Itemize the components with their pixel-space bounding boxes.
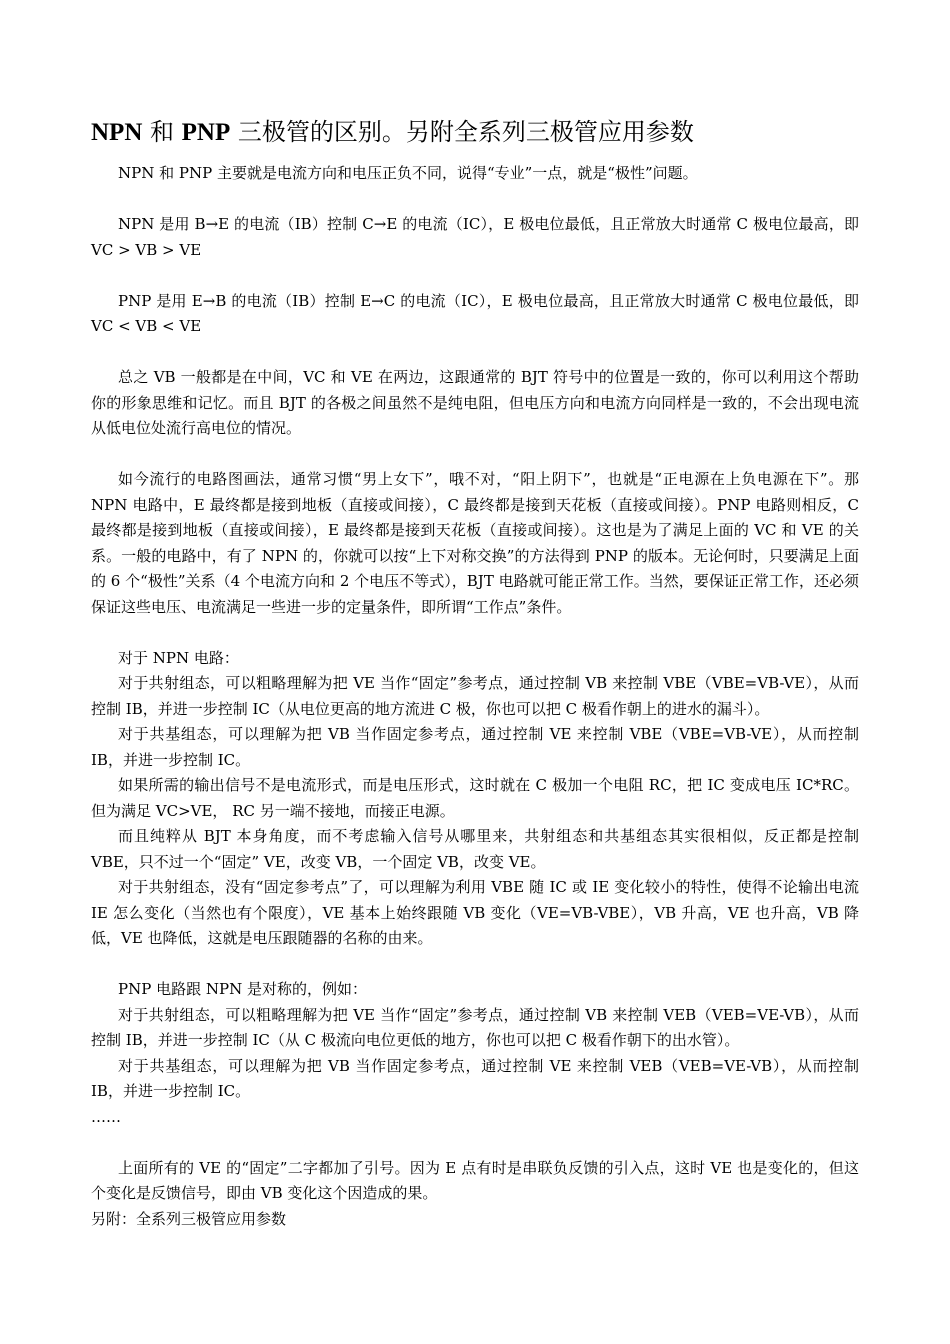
paragraph-appendix: 另附：全系列三极管应用参数 bbox=[91, 1209, 287, 1228]
title-npn: NPN bbox=[91, 119, 143, 146]
paragraph-pnp-heading: PNP 电路跟 NPN 是对称的，例如： bbox=[118, 980, 367, 998]
page-title bbox=[91, 112, 859, 153]
paragraph-intro: NPN 和 PNP 主要就是电流方向和电压正负不同，说得“专业”一点，就是“极性”问题。 bbox=[118, 164, 698, 182]
paragraph-pnp-common-emitter: 对于共射组态，可以粗略理解为把 VE 当作“固定”参考点，通过控制 VB 来控制 VEB（VEB=VE-VB），从而控制 IB，并进一步控制 IC（从 C 极流向电位更低的地方，你也可以把 C 极看作朝下的出水管）。 bbox=[91, 1005, 859, 1049]
paragraph-npn-common-base: 对于共基组态，可以理解为把 VB 当作固定参考点，通过控制 VE 来控制 VBE（VBE=VB-VE），从而控制 IB，并进一步控制 IC。 bbox=[91, 725, 859, 769]
title-rest: 三极管的区别。另附全系列三极管应用参数 bbox=[230, 118, 694, 146]
title-and: 和 bbox=[142, 118, 182, 146]
title-pnp: PNP bbox=[181, 119, 231, 146]
spacer bbox=[91, 952, 859, 978]
paragraph-npn-definition: NPN 是用 B→E 的电流（IB）控制 C→E 的电流（IC），E 极电位最低，且正常放大时通常 C 极电位最高，即 VC > VB > VE bbox=[91, 215, 859, 259]
paragraph-ellipsis: …… bbox=[91, 1107, 121, 1126]
paragraph-npn-heading: 对于 NPN 电路： bbox=[118, 648, 239, 667]
paragraph-npn-follower: 对于共射组态，没有“固定参考点”了，可以理解为利用 VBE 随 IC 或 IE 变化较小的特性，使得不论输出电流 IE 怎么变化（当然也有个限度），VE 基本上始终跟随 VB 变化（VE=VB-VBE），VB 升高，VE 也升高，VB 降低，VE 也降低，这就是电压跟随器的名称的由来。 bbox=[91, 878, 859, 947]
spacer bbox=[91, 442, 859, 468]
paragraph-npn-common-emitter: 对于共射组态，可以粗略理解为把 VE 当作“固定”参考点，通过控制 VB 来控制 VBE（VBE=VB-VE），从而控制 IB，并进一步控制 IC（从电位更高的地方流进 C 极，你也可以把 C 极看作朝上的进水的漏斗）。 bbox=[91, 674, 859, 718]
spacer bbox=[91, 340, 859, 366]
paragraph-fixed-note: 上面所有的 VE 的“固定”二字都加了引号。因为 E 点有时是串联负反馈的引入点，这时 VE 也是变化的，但这个变化是反馈信号，即由 VB 变化这个因造成的果。 bbox=[91, 1158, 859, 1202]
spacer bbox=[91, 263, 859, 289]
paragraph-summary: 总之 VB 一般都是在中间，VC 和 VE 在两边，这跟通常的 BJT 符号中的位置是一致的，你可以利用这个帮助你的形象思维和记忆。而且 BJT 的各极之间虽然不是纯电阻，但电压方向和电流方向同样是一致的，不会出现电流从低电位处流行高电位的情况。 bbox=[91, 368, 859, 437]
spacer bbox=[91, 1130, 859, 1156]
document-page bbox=[91, 112, 859, 1232]
paragraph-pnp-definition: PNP 是用 E→B 的电流（IB）控制 E→C 的电流（IC），E 极电位最高，且正常放大时通常 C 极电位最低，即 VC < VB < VE bbox=[91, 291, 859, 335]
paragraph-circuit-drawing: 如今流行的电路图画法，通常习惯“男上女下”，哦不对，“阳上阴下”，也就是“正电源在上负电源在下”。那 NPN 电路中，E 最终都是接到地板（直接或间接），C 最终都是接到天花板（直接或间接）。PNP 电路则相反，C 最终都是接到地板（直接或间接），E 最终都是接到天花板（直接或间接）。这也是为了满足上面的 VC 和 VE 的关系。一般的电路中，有了 NPN 的，你就可以按“上下对称交换”的方法得到 PNP 的版本。无论何时，只要满足上面的 6 个“极性”关系（4 个电流方向和 2 个电压不等式），BJT 电路就可能正常工作。当然，要保证正常工作，还必须保证这些电压、电流满足一些进一步的定量条件，即所谓“工作点”条件。 bbox=[91, 470, 859, 616]
spacer bbox=[91, 187, 859, 213]
spacer bbox=[91, 620, 859, 646]
paragraph-npn-similarity: 而且纯粹从 BJT 本身角度，而不考虑输入信号从哪里来，共射组态和共基组态其实很相似，反正都是控制 VBE，只不过一个“固定” VE，改变 VB，一个固定 VB，改变 VE。 bbox=[91, 827, 859, 871]
paragraph-pnp-common-base: 对于共基组态，可以理解为把 VB 当作固定参考点，通过控制 VE 来控制 VEB（VEB=VE-VB），从而控制 IB，并进一步控制 IC。 bbox=[91, 1056, 859, 1100]
paragraph-npn-voltage-output: 如果所需的输出信号不是电流形式，而是电压形式，这时就在 C 极加一个电阻 RC，把 IC 变成电压 IC*RC。但为满足 VC>VE， RC 另一端不接地，而接正电源。 bbox=[91, 776, 859, 820]
